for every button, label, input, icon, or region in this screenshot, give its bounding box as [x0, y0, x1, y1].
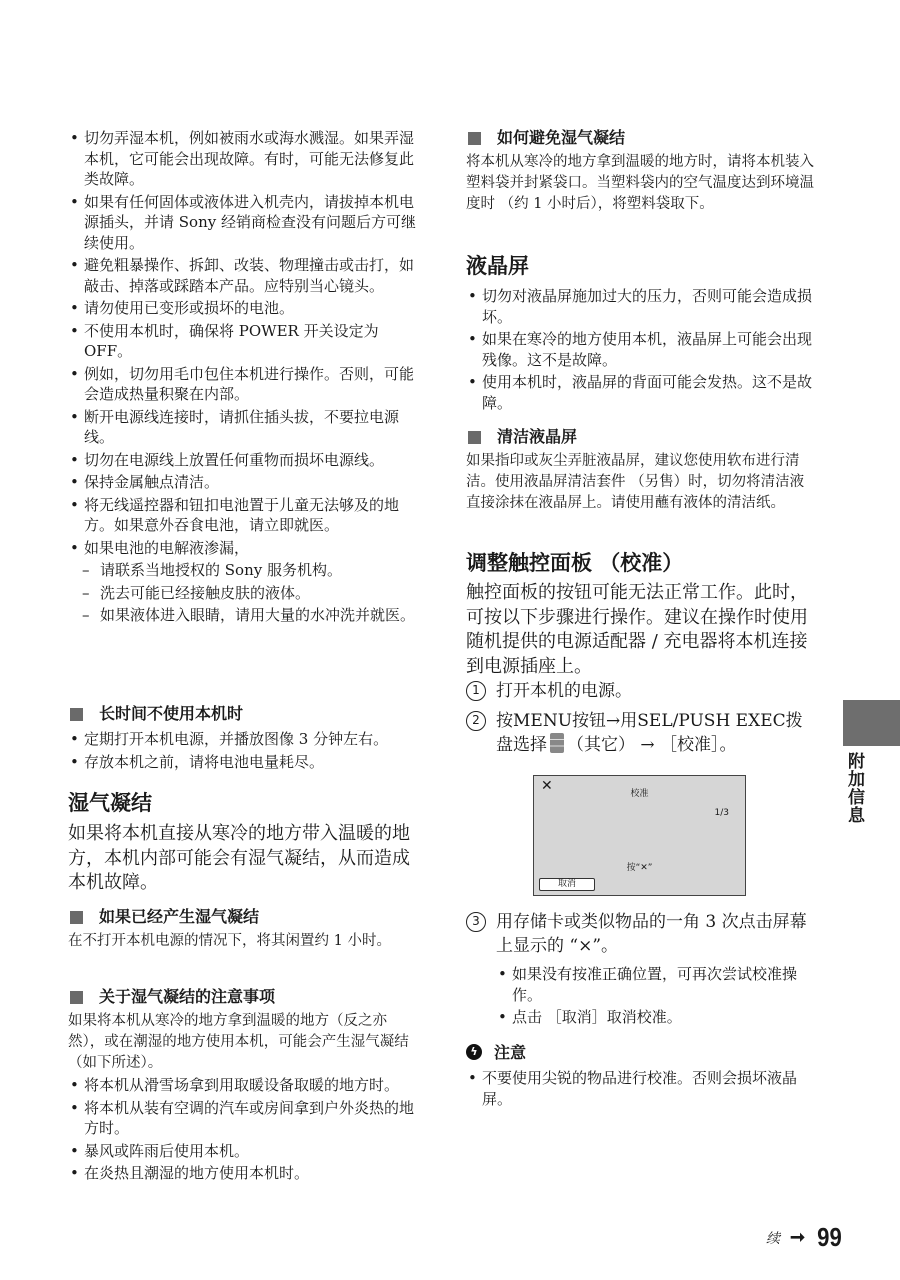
- paragraph: 如果将本机从寒冷的地方拿到温暖的地方（反之亦然），或在潮湿的地方使用本机，可能会产生湿气凝结 （如下所述）。: [68, 1013, 409, 1071]
- close-icon: ✕: [541, 778, 553, 794]
- step-number: 1: [466, 681, 486, 701]
- list-item: • 切勿对液晶屏施加过大的压力，否则可能会造成损坏。: [466, 286, 816, 327]
- continued-label: 续: [766, 1230, 780, 1247]
- list-item: • 将本机从装有空调的汽车或房间拿到户外炎热的地方时。: [68, 1098, 420, 1139]
- arrow-right-icon: ➞: [790, 1227, 806, 1248]
- sub-list-item: – 洗去可能已经接触皮肤的液体。: [68, 583, 420, 604]
- list-item: • 断开电源线连接时，请抓住插头拔，不要拉电源线。: [68, 407, 420, 448]
- screen-prompt: 按“✕”: [626, 863, 653, 873]
- longterm-list: [68, 729, 420, 774]
- caution-heading: [466, 1040, 816, 1063]
- step-text: （其它） → ［校准］。: [567, 735, 737, 755]
- page-number: 99: [817, 1222, 842, 1252]
- list-item: • 如果有任何固体或液体进入机壳内，请拔掉本机电源插头，并请 Sony 经销商检查没有问题后方可继续使用。: [68, 192, 420, 254]
- condensation-intro: 如果将本机直接从寒冷的地方带入温暖的地方，本机内部可能会有湿气凝结，从而造成本机故障。: [68, 823, 410, 893]
- section-heading: [68, 703, 420, 725]
- list-item: • 暴风或阵雨后使用本机。: [68, 1141, 420, 1162]
- page-footer: [766, 1222, 844, 1253]
- paragraph: 将本机从寒冷的地方拿到温暖的地方时，请将本机装入塑料袋并封紧袋口。当塑料袋内的空气温度达到环境温度时 （约 1 小时后），将塑料袋取下。: [466, 154, 814, 212]
- heading-text: 如何避免湿气凝结: [497, 128, 626, 147]
- list-item: • 在炎热且潮湿的地方使用本机时。: [68, 1163, 420, 1184]
- lcd-title: 液晶屏: [466, 254, 529, 278]
- list-item: • 不使用本机时，确保将 POWER 开关设定为 OFF。: [68, 321, 420, 362]
- square-bullet-icon: [468, 132, 481, 145]
- section-heading: [466, 127, 816, 149]
- step-number: 3: [466, 912, 486, 932]
- precautions-list: [68, 128, 420, 628]
- list-item: • 保持金属触点清洁。: [68, 472, 420, 493]
- lcd-list: [466, 286, 816, 415]
- list-item: • 定期打开本机电源，并播放图像 3 分钟左右。: [68, 729, 420, 750]
- square-bullet-icon: [70, 991, 83, 1004]
- list-item: • 切勿在电源线上放置任何重物而损坏电源线。: [68, 450, 420, 471]
- step-number: 2: [466, 711, 486, 731]
- calibration-step-3: [466, 910, 816, 1030]
- list-item: • 如果电池的电解液渗漏，: [68, 538, 420, 559]
- side-tab-label: 附加信息: [844, 752, 864, 824]
- heading-text: 注意: [494, 1043, 527, 1062]
- page-indicator: 1/3: [714, 808, 729, 818]
- list-item: • 点击 ［取消］取消校准。: [496, 1007, 816, 1028]
- screen-title: 校准: [630, 789, 649, 799]
- list-item: • 使用本机时，液晶屏的背面可能会发热。这不是故障。: [466, 372, 816, 413]
- step-3: [466, 910, 816, 958]
- heading-text: 关于湿气凝结的注意事项: [99, 987, 276, 1006]
- step-3-sub-list: [496, 964, 816, 1028]
- list-item: • 如果没有按准正确位置，可再次尝试校准操作。: [496, 964, 816, 1005]
- heading-text: 清洁液晶屏: [497, 427, 578, 446]
- square-bullet-icon: [468, 431, 481, 444]
- section-heading: [68, 906, 420, 928]
- section-heading: [68, 986, 420, 1008]
- step-text: 用存储卡或类似物品的一角 3 次点击屏幕上显示的 “×”。: [496, 912, 807, 956]
- caution-icon: ϟ: [466, 1044, 482, 1060]
- calibration-intro: 触控面板的按钮可能无法正常工作。此时，可按以下步骤进行操作。建议在操作时使用随机提供的电源适配器 / 充电器将本机连接到电源插座上。: [466, 582, 808, 677]
- sub-list-item: – 如果液体进入眼睛，请用大量的水冲洗并就医。: [68, 605, 420, 626]
- condensation-cases-list: [68, 1075, 420, 1186]
- square-bullet-icon: [70, 911, 83, 924]
- list-item: • 不要使用尖锐的物品进行校准。否则会损坏液晶屏。: [466, 1068, 816, 1109]
- step-text: 按MENU按钮→用SEL/PUSH EXEC拨盘选择: [496, 711, 803, 755]
- calibration-steps: [466, 679, 816, 763]
- step-2: [466, 709, 816, 757]
- paragraph: 在不打开本机电源的情况下，将其闲置约 1 小时。: [68, 933, 391, 949]
- list-item: • 切勿弄湿本机，例如被雨水或海水溅湿。如果弄湿本机，它可能会出现故障。有时，可能无法修复此类故障。: [68, 128, 420, 190]
- side-tab-marker: [843, 700, 900, 746]
- other-menu-icon: [550, 733, 564, 753]
- heading-text: 如果已经产生湿气凝结: [99, 907, 260, 926]
- section-heading: [466, 426, 816, 448]
- condensation-title: 湿气凝结: [68, 791, 152, 815]
- step-text: 打开本机的电源。: [496, 681, 632, 701]
- list-item: • 将无线遥控器和钮扣电池置于儿童无法够及的地方。如果意外吞食电池，请立即就医。: [68, 495, 420, 536]
- cancel-button: 取消: [539, 878, 595, 891]
- paragraph: 如果指印或灰尘弄脏液晶屏，建议您使用软布进行清洁。使用液晶屏清洁套件 （另售）时，切勿将清洁液直接涂抹在液晶屏上。请使用蘸有液体的清洁纸。: [466, 453, 805, 511]
- sub-list-item: – 请联系当地授权的 Sony 服务机构。: [68, 560, 420, 581]
- list-item: • 如果在寒冷的地方使用本机，液晶屏上可能会出现残像。这不是故障。: [466, 329, 816, 370]
- list-item: • 将本机从滑雪场拿到用取暖设备取暖的地方时。: [68, 1075, 420, 1096]
- caution-list: [466, 1068, 816, 1111]
- list-item: • 避免粗暴操作、拆卸、改装、物理撞击或击打，如敲击、掉落或踩踏本产品。应特别当心镜头。: [68, 255, 420, 296]
- list-item: • 存放本机之前，请将电池电量耗尽。: [68, 752, 420, 773]
- square-bullet-icon: [70, 708, 83, 721]
- calibration-screen-illustration: [533, 775, 746, 896]
- calibration-title: 调整触控面板 （校准）: [466, 551, 684, 575]
- list-item: • 请勿使用已变形或损坏的电池。: [68, 298, 420, 319]
- heading-text: 长时间不使用本机时: [99, 704, 244, 723]
- step-1: [466, 679, 816, 703]
- list-item: • 例如，切勿用毛巾包住本机进行操作。否则，可能会造成热量积聚在内部。: [68, 364, 420, 405]
